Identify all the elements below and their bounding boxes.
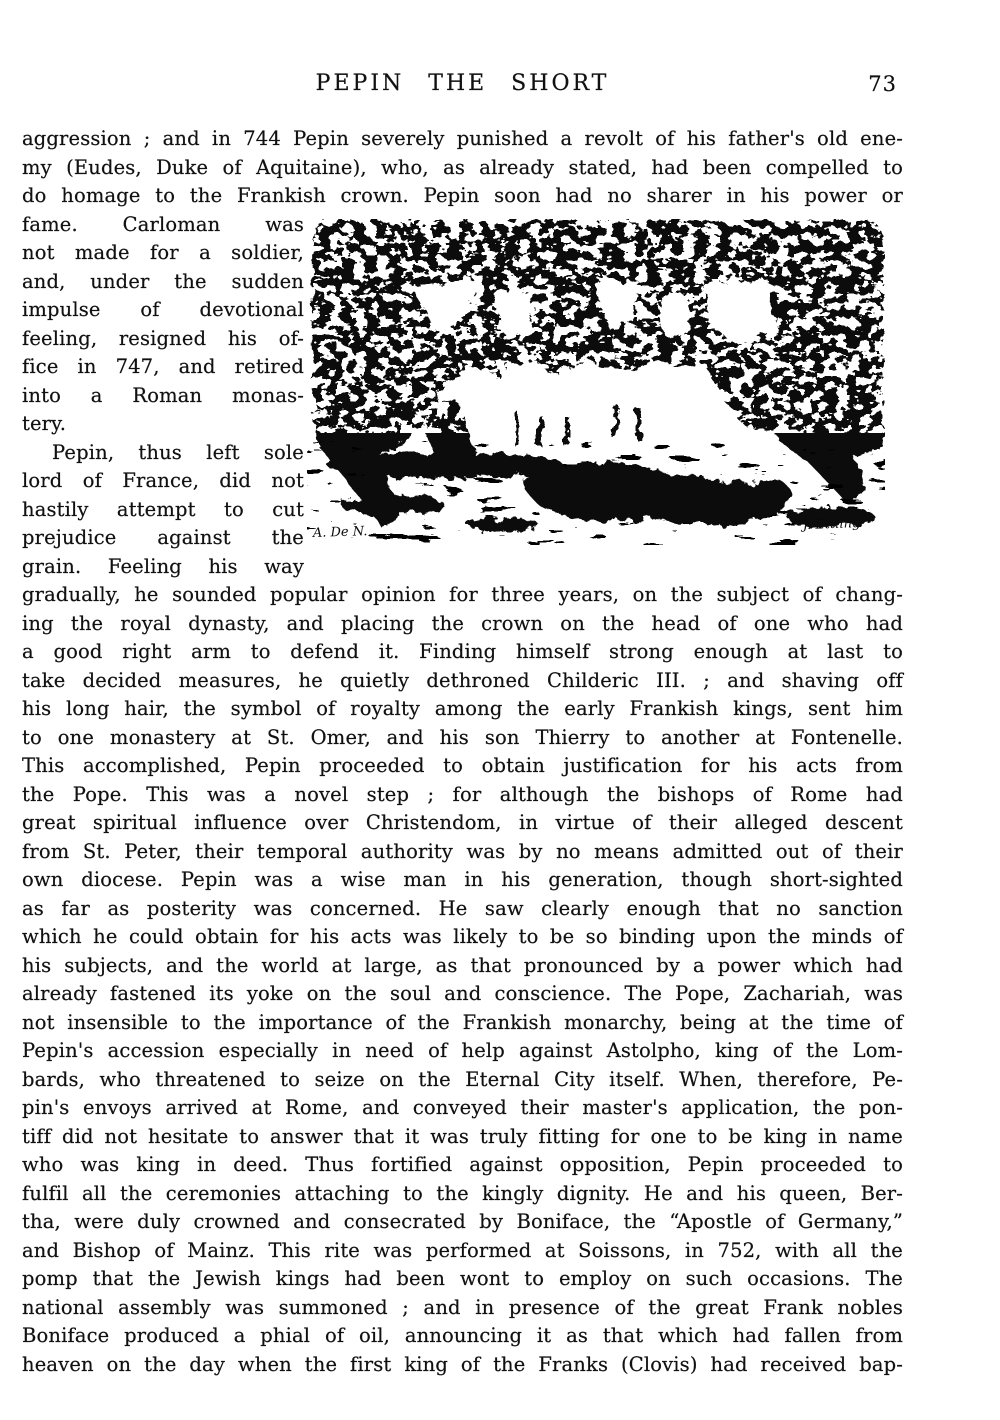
text-line: fulfil all the ceremonies attaching to the kingly dignity. He and his queen, Ber- xyxy=(22,1181,903,1205)
wrapped-text-and-illustration xyxy=(22,211,903,582)
text-line: fice in 747, and retired xyxy=(22,355,304,378)
text-line: from St. Peter, their temporal authority was by no means admitted out of their xyxy=(22,839,903,863)
text-line: feeling, resigned his of- xyxy=(22,326,304,350)
text-line: lord of France, did not xyxy=(22,469,304,492)
text-line: his long hair, the symbol of royalty among the early Frankish kings, sent him xyxy=(22,697,903,720)
text-line: Pepin, thus left sole xyxy=(52,440,304,464)
text-line: tha, were duly crowned and consecrated by Boniface, the “Apostle of Germany,” xyxy=(22,1210,903,1233)
text-line: heaven on the day when the first king of the Franks (Clovis) had received bap- xyxy=(22,1352,903,1376)
text-line: impulse of devotional xyxy=(22,298,304,321)
left-text-column xyxy=(22,211,304,582)
text-line: great spiritual influence over Christendom, in virtue of their alleged descent xyxy=(22,811,903,834)
page-number: 73 xyxy=(868,72,897,96)
engraving-ground xyxy=(307,441,885,545)
text-line: Boniface produced a phial of oil, announcing it as that which had fallen from xyxy=(22,1324,903,1347)
text-line: national assembly was summoned ; and in presence of the great Frank nobles xyxy=(22,1295,903,1319)
text-line: tiff did not hesitate to answer that it was truly fitting for one to be king in name xyxy=(22,1124,903,1148)
text-line: take decided measures, he quietly dethroned Childeric III. ; and shaving off xyxy=(22,668,903,692)
text-line: not insensible to the importance of the Frankish monarchy, being at the time of xyxy=(22,1010,903,1034)
text-line: grain. Feeling his way xyxy=(22,554,304,578)
engraver-signature-right: J. Ettling xyxy=(802,515,861,533)
woodcut-illustration xyxy=(307,219,885,545)
text-line: gradually, he sounded popular opinion for three years, on the subject of chang- xyxy=(22,583,903,606)
text-line: prejudice against the xyxy=(22,526,304,549)
running-head-title: PEPIN THE SHORT xyxy=(315,71,610,96)
text-line: my (Eudes, Duke of Aquitaine), who, as already stated, had been compelled to xyxy=(22,155,903,179)
text-line: hastily attempt to cut xyxy=(22,497,304,521)
text-line: the Pope. This was a novel step ; for although the bishops of Rome had xyxy=(22,782,903,806)
engraving-graphic xyxy=(307,219,885,545)
paragraph-body xyxy=(22,581,903,1379)
text-line: into a Roman monas- xyxy=(22,383,304,407)
text-line: a good right arm to defend it. Finding himself strong enough at last to xyxy=(22,640,903,663)
text-line: fame. Carloman was xyxy=(22,212,304,236)
text-line: and, under the sudden xyxy=(22,269,304,293)
text-line: own diocese. Pepin was a wise man in his generation, though short-sighted xyxy=(22,868,903,891)
text-line: already fastened its yoke on the soul and conscience. The Pope, Zachariah, was xyxy=(22,982,903,1005)
text-line: This accomplished, Pepin proceeded to obtain justification for his acts from xyxy=(22,754,903,777)
text-line: pin's envoys arrived at Rome, and conveyed their master's application, the pon- xyxy=(22,1096,903,1119)
text-line: his subjects, and the world at large, as that pronounced by a power which had xyxy=(22,953,903,977)
text-line: which he could obtain for his acts was likely to be so binding upon the minds of xyxy=(22,925,903,948)
text-line: not made for a soldier, xyxy=(22,241,304,264)
text-line: Pepin's accession especially in need of help against Astolpho, king of the Lom- xyxy=(22,1039,903,1062)
text-line: to one monastery at St. Omer, and his son Thierry to another at Fontenelle. xyxy=(22,725,903,749)
text-line: bards, who threatened to seize on the Eternal City itself. When, therefore, Pe- xyxy=(22,1067,903,1091)
text-line: tery. xyxy=(22,412,67,435)
text-line: do homage to the Frankish crown. Pepin soon had no sharer in his power or xyxy=(22,184,903,207)
paragraph-top xyxy=(22,125,903,211)
text-line: as far as posterity was concerned. He saw clearly enough that no sanction xyxy=(22,896,903,920)
text-line: pomp that the Jewish kings had been wont to employ on such occasions. The xyxy=(22,1267,903,1290)
text-line: and Bishop of Mainz. This rite was performed at Soissons, in 752, with all the xyxy=(22,1238,903,1262)
text-line: who was king in deed. Thus fortified against opposition, Pepin proceeded to xyxy=(22,1153,903,1176)
engraver-signature-left: A. De N. xyxy=(312,523,368,541)
text-line: ing the royal dynasty, and placing the crown on the head of one who had xyxy=(22,611,903,635)
text-line: aggression ; and in 744 Pepin severely punished a revolt of his father's old ene- xyxy=(22,127,903,150)
